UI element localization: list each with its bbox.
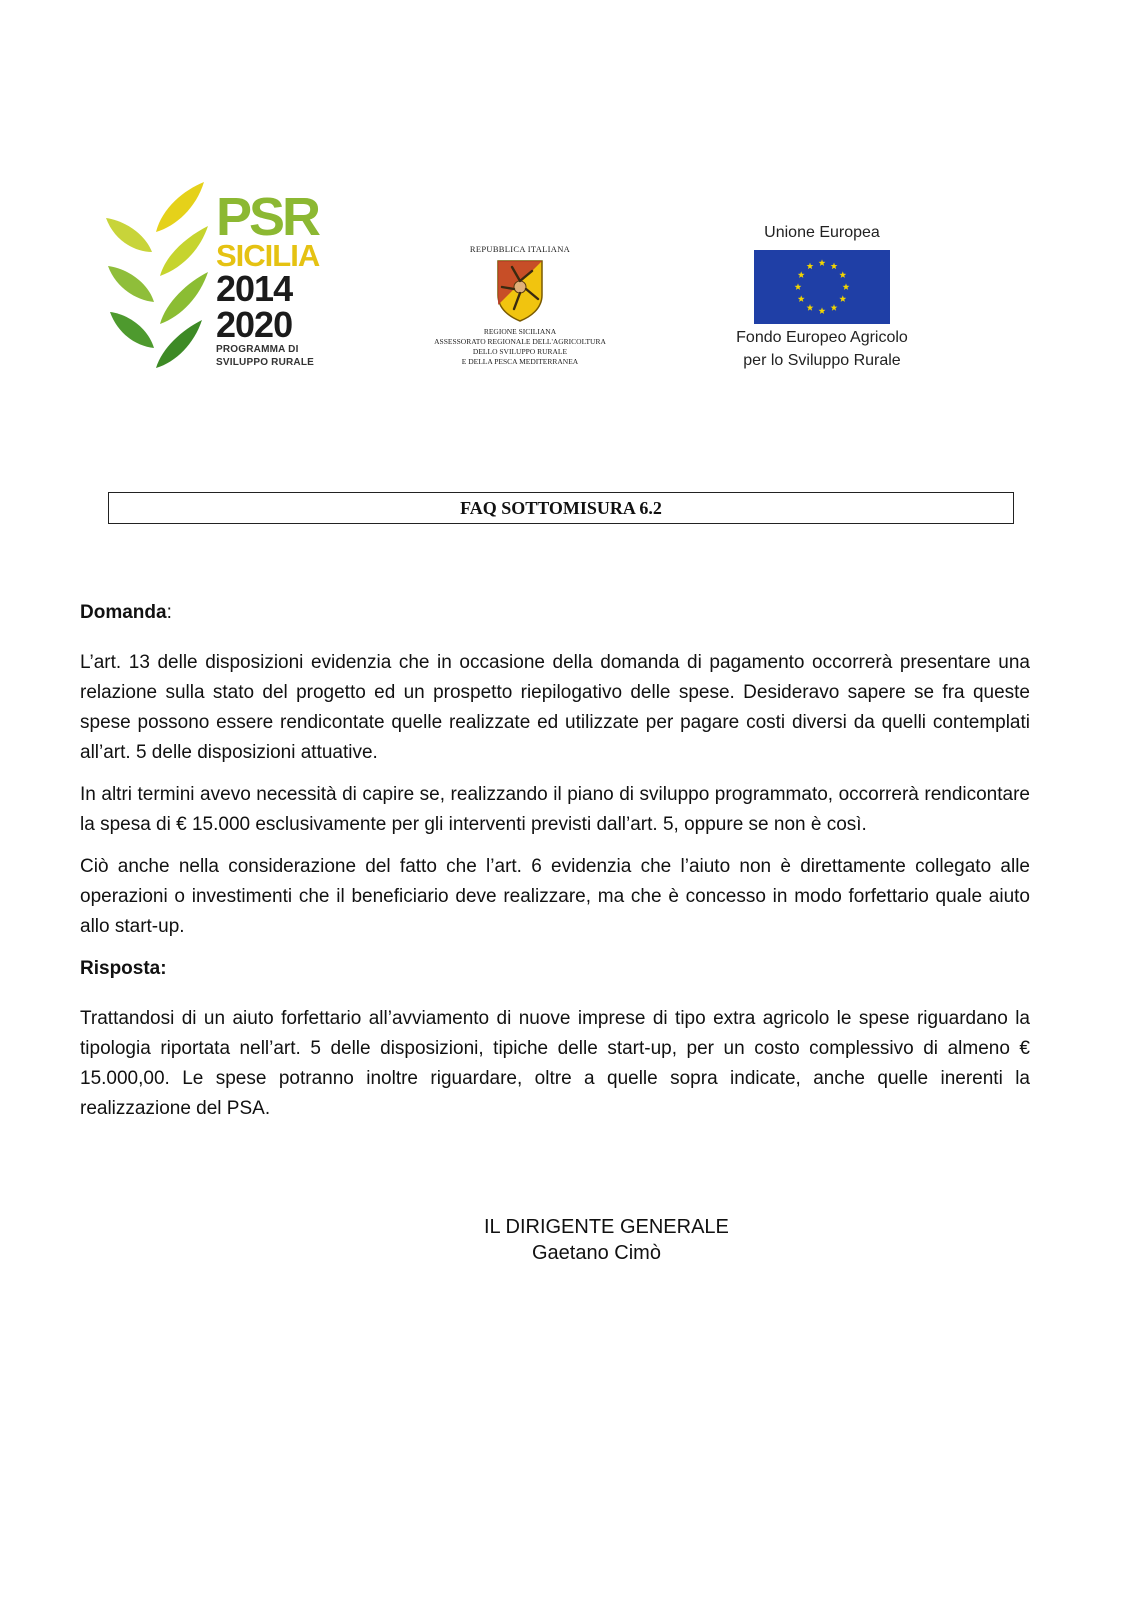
ue-fund-line1: Fondo Europeo Agricolo [736,329,908,346]
eu-flag-icon [754,250,890,324]
wheat-leaves-icon [104,180,214,370]
faq-content [80,598,1030,1124]
psr-title: PSR [216,187,319,247]
question-label-text: Domanda [80,602,167,623]
psr-program-line2: SVILUPPO RURALE [216,356,315,368]
ue-fund-line2: per lo Sviluppo Rurale [743,352,901,370]
psr-year-start: 2014 [216,268,293,309]
regione-siciliana-logo [410,244,630,368]
signature-block [484,1214,729,1266]
signature-name: Gaetano Cimò [532,1242,661,1264]
ue-title: Unione Europea [764,224,880,241]
psr-wordmark [216,187,320,368]
question-paragraph: In altri termini avevo necessità di capire se, realizzando il piano di sviluppo programmato, occorrerà rendicontare la spesa di € 15.000 esclusivamente per gli interventi previsti dall’art. 5, oppure se non è così. [80,784,1030,835]
document-title: FAQ SOTTOMISURA 6.2 [108,492,1014,524]
regione-line4: E DELLA PESCA MEDITERRANEA [461,357,579,367]
psr-year-end: 2020 [216,304,293,345]
psr-sicilia-logo [104,180,320,375]
psr-program-line1: PROGRAMMA DI [216,344,299,355]
psr-region: SICILIA [216,238,320,273]
question-paragraph: Ciò anche nella considerazione del fatto che l’art. 6 evidenzia che l’aiuto non è direttamente collegato alle operazioni o investimenti che il beneficiario deve realizzare, ma che è concesso in modo forfettario quale aiuto allo start-up. [80,856,1030,937]
signature-role: IL DIRIGENTE GENERALE [484,1216,729,1238]
regione-line2: ASSESSORATO REGIONALE DELL'AGRICOLTURA [434,337,606,347]
regione-line1: REGIONE SICILIANA [483,327,557,336]
unione-europea-logo [712,224,932,371]
repubblica-italiana-label: REPUBBLICA ITALIANA [469,244,571,254]
answer-label-text: Risposta: [80,958,167,979]
question-paragraph: L’art. 13 delle disposizioni evidenzia che in occasione della domanda di pagamento occorrerà presentare una relazione sulla stato del progetto ed un prospetto riepilogativo delle spese. Desideravo sapere se fra queste spese possono essere rendicontate quelle realizzate ed utilizzate per pagare costi diversi da quelli contemplati all’art. 5 delle disposizioni attuative. [80,652,1030,763]
question-label [80,598,1030,628]
trinacria-emblem-icon [494,259,546,323]
question-colon: : [166,602,172,623]
regione-line3: DELLO SVILUPPO RURALE [472,347,568,357]
answer-paragraph: Trattandosi di un aiuto forfettario all’avviamento di nuove imprese di tipo extra agricolo le spese riguardano la tipologia riportata nell’art. 5 delle disposizioni, tipiche delle start-up, per un costo complessivo di almeno € 15.000,00. Le spese potranno inoltre riguardare, oltre a quelle sopra indicate, anche quelle inerenti la realizzazione del PSA. [80,1008,1030,1119]
answer-label [80,954,1030,984]
